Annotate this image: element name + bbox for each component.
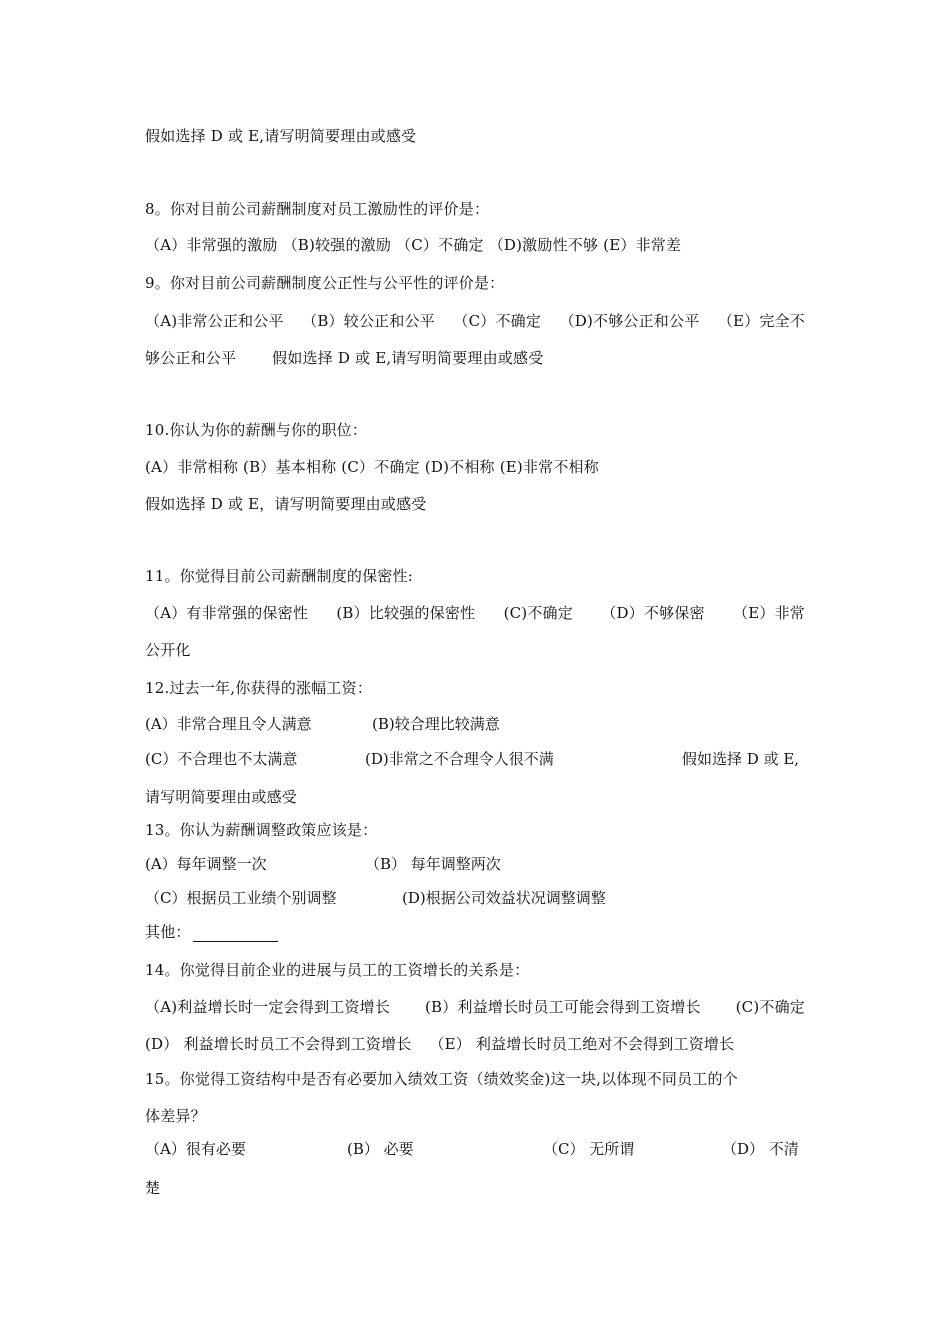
q14-option-e: （E） 利益增长时员工绝对不会得到工资增长 [429, 1035, 735, 1053]
question-12: 12.过去一年,你获得的涨幅工资： [145, 679, 373, 697]
question-10: 10.你认为你的薪酬与你的职位： [145, 421, 368, 439]
q13-option-d: (D)根据公司效益状况调整调整 [402, 889, 606, 907]
q9-option-e: （E）完全不 [717, 312, 805, 330]
q12-note-start: 假如选择 D 或 E, [682, 750, 800, 768]
q9-option-b: （B）较公正和公平 [302, 312, 435, 330]
q12-option-b: (B)较合理比较满意 [372, 715, 500, 733]
q14-option-d: (D） 利益增长时员工不会得到工资增长 [145, 1035, 412, 1053]
q12-note-cont: 请写明简要理由或感受 [145, 788, 298, 806]
q9-option-d: （D)不够公正和公平 [559, 312, 700, 330]
q15-option-d-cont: 楚 [145, 1179, 161, 1197]
question-14-line-1 [145, 997, 805, 1017]
q15-option-a: （A）很有必要 [145, 1140, 246, 1158]
q13-option-b: （B） 每年调整两次 [365, 855, 501, 873]
question-14: 14。你觉得目前企业的进展与员工的工资增长的关系是： [145, 961, 530, 979]
q14-option-b: (B）利益增长时员工可能会得到工资增长 [425, 998, 701, 1016]
q15-option-b: (B） 必要 [347, 1140, 414, 1158]
q12-option-d: (D)非常之不合理令人很不满 [365, 750, 554, 768]
q11-option-b: (B）比较强的保密性 [336, 604, 476, 622]
q13-option-c: （C）根据员工业绩个别调整 [145, 889, 337, 907]
q15-option-c: （C） 无所谓 [543, 1140, 635, 1158]
top-note: 假如选择 D 或 E,请写明简要理由或感受 [145, 127, 417, 145]
q12-option-c: (C）不合理也不太满意 [145, 750, 298, 768]
q13-other-blank [193, 927, 278, 942]
q11-option-e-cont: 公开化 [145, 641, 191, 659]
q11-option-d: （D）不够保密 [601, 604, 705, 622]
q9-note: 假如选择 D 或 E,请写明简要理由或感受 [272, 349, 544, 367]
question-8: 8。你对目前公司薪酬制度对员工激励性的评价是： [145, 200, 490, 218]
question-8-options: （A）非常强的激励 （B)较强的激励 （C）不确定 （D)激励性不够 (E）非常差 [145, 236, 682, 254]
question-10-note: 假如选择 D 或 E，请写明简要理由或感受 [145, 495, 427, 513]
question-11-options [145, 603, 805, 623]
q13-other [145, 922, 278, 942]
q14-option-a: （A)利益增长时一定会得到工资增长 [145, 998, 391, 1016]
question-10-options: (A）非常相称 (B）基本相称 (C）不确定 (D)不相称 (E)非常不相称 [145, 458, 599, 476]
question-15-part-2: 体差异？ [145, 1107, 206, 1125]
q11-option-a: （A）有非常强的保密性 [145, 604, 309, 622]
question-13: 13。你认为薪酬调整政策应该是： [145, 821, 378, 839]
question-15-part-1: 15。你觉得工资结构中是否有必要加入绩效工资（绩效奖金)这一块,以体现不同员工的个 [145, 1070, 738, 1088]
q13-other-label: 其他： [145, 923, 191, 941]
q14-option-c: (C)不确定 [735, 998, 805, 1016]
question-9-options [145, 311, 805, 331]
q15-option-d: （D） 不清 [722, 1140, 799, 1158]
q9-option-a: （A)非常公正和公平 [145, 312, 284, 330]
question-9: 9。你对目前公司薪酬制度公正性与公平性的评价是： [145, 274, 505, 292]
q11-option-c: (C)不确定 [503, 604, 573, 622]
q13-option-a: (A）每年调整一次 [145, 855, 267, 873]
q9-option-c: （C）不确定 [453, 312, 542, 330]
q9-option-e-cont: 够公正和公平 [145, 349, 237, 367]
question-11: 11。你觉得目前公司薪酬制度的保密性: [145, 567, 413, 585]
q11-option-e: （E）非常 [733, 604, 805, 622]
question-14-line-2 [145, 1034, 734, 1054]
q12-option-a: (A）非常合理且令人满意 [145, 715, 312, 733]
question-9-continuation [145, 348, 543, 368]
